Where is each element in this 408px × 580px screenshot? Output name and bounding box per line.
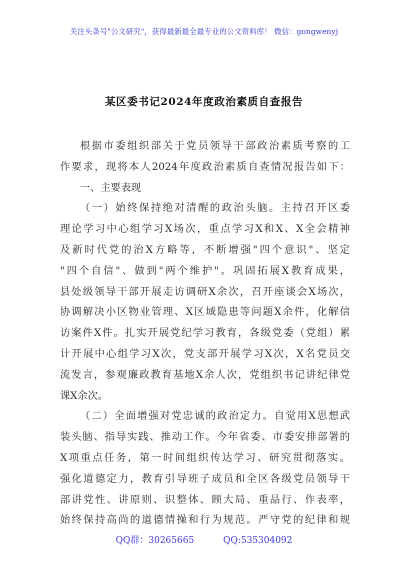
body-line: （一）始终保持绝对清醒的政治头脑。主持召开区委 — [80, 203, 350, 215]
body-line: X项重点任务，第一时间组织传达学习、研究贯彻落实。 — [60, 452, 350, 464]
body-line: 课X余次。 — [60, 390, 109, 402]
body-line: 访案件X件。扎实开展党纪学习教育，各级党委（党组）累 — [60, 328, 350, 340]
body-line: 县处级领导干部开展走访调研X余次，召开座谈会X场次， — [60, 286, 350, 298]
qq-number-text: QQ:535304092 — [223, 536, 293, 546]
body-line: 理论学习中心组学习X场次，重点学习X和X、X全会精神 — [60, 224, 350, 236]
body-line: 流发言，参观廉政教育基地X余人次，党组织书记讲纪律党 — [60, 369, 350, 381]
body-line: （二）全面增强对党忠诚的政治定力。自觉用X思想武 — [80, 411, 350, 423]
body-line: 及新时代党的治X方略等，不断增强"四个意识"、坚定 — [60, 244, 350, 256]
document-body — [60, 137, 350, 532]
section-heading: 一、主要表现 — [80, 182, 142, 194]
document-title: 某区委书记2024年度政治素质自查报告 — [104, 96, 304, 108]
top-banner: 关注头条号"公文研究"，获得最新最全最专业的公文资料库！ 微信：gongwenyj — [69, 27, 339, 36]
qq-group-text: QQ群：30265665 — [115, 536, 195, 546]
footer-contact — [0, 535, 408, 547]
body-line: 始终保持高尚的道德情操和行为规范。严守党的纪律和规 — [60, 515, 350, 527]
body-line: 部讲党性、讲原则、识整体、顾大局、重品行、作表率， — [60, 494, 350, 506]
body-line: 协调解决小区物业管理、X区域隐患等问题X余件，化解信 — [60, 307, 350, 319]
body-line: 装头脑、指导实践、推动工作。今年省委、市委安排部署的 — [60, 432, 350, 444]
body-line: 强化道德定力，教育引导班子成员和全区各级党员领导干 — [60, 473, 350, 485]
body-line: 计开展中心组学习X次，党支部开展学习X次，X名党员交 — [60, 348, 350, 360]
body-line: "四个自信"、做到"两个维护"。巩固拓展X教育成果， — [60, 265, 350, 277]
body-line: 作要求，现将本人2024年度政治素质自查情况报告如下： — [60, 161, 350, 173]
body-line: 根据市委组织部关于党员领导干部政治素质考察的工 — [80, 141, 350, 152]
